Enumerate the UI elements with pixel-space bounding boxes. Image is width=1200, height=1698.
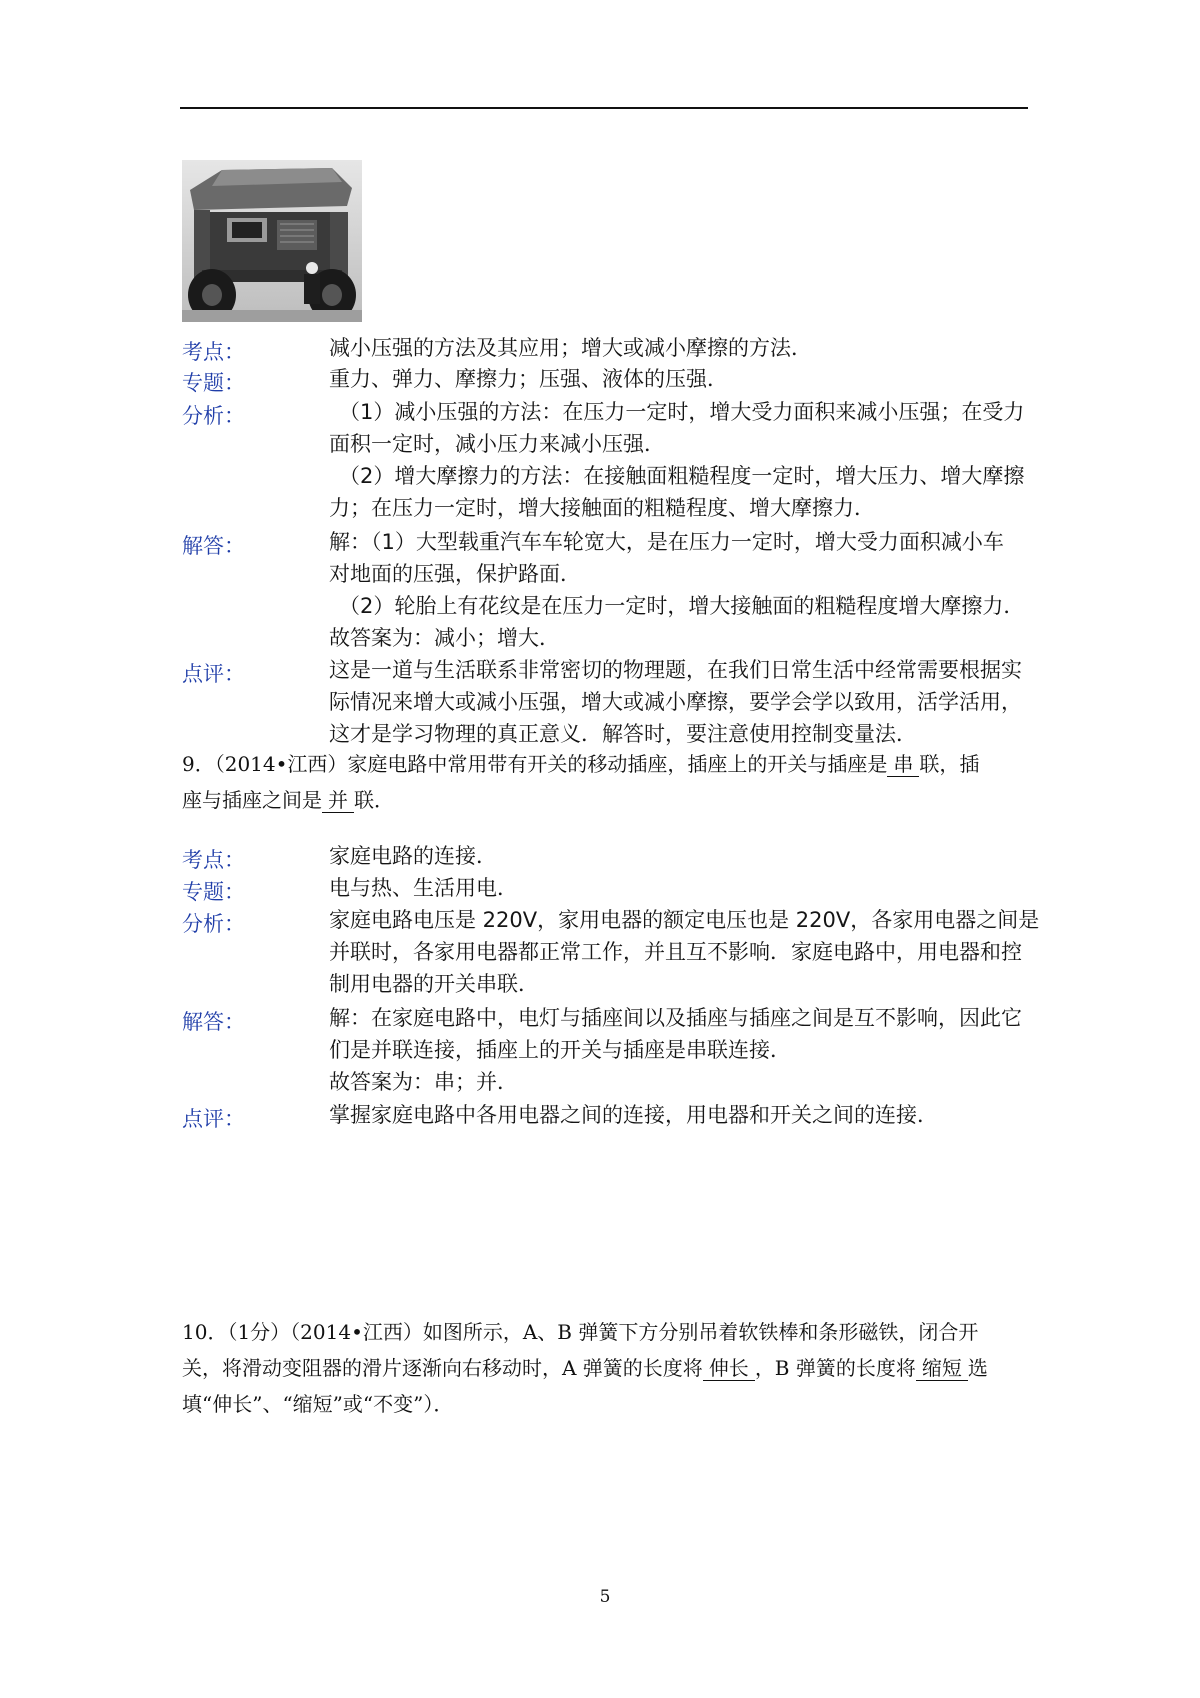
question-10-line-3: 填“伸长”、“缩短”或“不变”）． [182,1392,454,1416]
question-text: 联． [354,788,394,812]
label-fenxi: 分析： [182,912,245,936]
text-line: 解：在家庭电路中，电灯与插座间以及插座与插座之间是互不影响，因此它 [329,1006,1022,1030]
text-line: （2）增大摩擦力的方法：在接触面粗糙程度一定时，增大压力、增大摩擦 [339,464,1025,488]
answer-blank: 串 [887,752,919,777]
answer-blank: 伸长 [703,1356,755,1381]
text-line: （2）轮胎上有花纹是在压力一定时，增大接触面的粗糙程度增大摩擦力． [339,594,1025,618]
text-line: 这是一道与生活联系非常密切的物理题，在我们日常生活中经常需要根据实 [329,658,1022,682]
label-dianping: 点评： [182,1107,245,1131]
answer-blank: 并 [322,788,354,813]
text-line: 这才是学习物理的真正意义．解答时，要注意使用控制变量法． [329,722,917,746]
q9-zhuanti-body [329,872,1029,904]
q9-dianping-body [329,1099,1029,1131]
q8-zhuanti-body [329,363,1029,395]
text-line: 减小压强的方法及其应用；增大或减小摩擦的方法． [329,336,812,360]
answer-blank: 缩短 [916,1356,968,1381]
q8-jieda-body [329,526,1029,654]
q8-fenxi-body [329,396,1029,524]
text-line: 电与热、生活用电． [329,876,518,900]
q9-kaodian-body [329,840,1029,872]
question-text: 座与插座之间是 [182,788,322,812]
text-line: 们是并联连接，插座上的开关与插座是串联连接． [329,1038,791,1062]
label-jieda: 解答： [182,1010,245,1034]
header-rule [180,107,1028,109]
question-text: 联，插 [919,752,980,776]
label-kaodian: 考点： [182,340,245,364]
label-zhuanti: 专题： [182,880,245,904]
text-line: 家庭电路电压是 220V，家用电器的额定电压也是 220V，各家用电器之间是 [329,908,1040,932]
question-10-line-2 [182,1350,1030,1386]
text-line: 力；在压力一定时，增大接触面的粗糙程度、增大摩擦力． [329,496,875,520]
q9-jieda-body [329,1002,1029,1098]
text-line: 并联时，各家用电器都正常工作，并且互不影响．家庭电路中，用电器和控 [329,940,1022,964]
question-10-line-1: 10．（1分）（2014•江西）如图所示，A、B 弹簧下方分别吊着软铁棒和条形磁铁，闭合开 [182,1320,979,1344]
text-line: 故答案为：减小；增大． [329,626,560,650]
label-fenxi: 分析： [182,404,245,428]
question-text: 选 [967,1356,988,1380]
label-dianping: 点评： [182,662,245,686]
text-line: 对地面的压强，保护路面． [329,562,581,586]
question-text: 9．（2014•江西）家庭电路中常用带有开关的移动插座，插座上的开关与插座是 [182,752,888,776]
text-line: 重力、弹力、摩擦力；压强、液体的压强． [329,367,728,391]
label-jieda: 解答： [182,534,245,558]
q9-fenxi-body [329,904,1040,1000]
text-line: 解：（1）大型载重汽车车轮宽大，是在压力一定时，增大受力面积减小车 [329,530,1004,554]
text-line: 家庭电路的连接． [329,844,497,868]
question-9 [182,746,1030,818]
question-9-line-2 [182,782,1030,818]
label-kaodian: 考点： [182,848,245,872]
page-number: 5 [599,1587,611,1607]
text-line: （1）减小压强的方法：在压力一定时，增大受力面积来减小压强；在受力 [339,400,1025,424]
text-line: 制用电器的开关串联． [329,972,539,996]
text-line: 故答案为：串；并． [329,1070,518,1094]
question-text: 关，将滑动变阻器的滑片逐渐向右移动时，A 弹簧的长度将 [182,1356,703,1380]
text-line: 面积一定时，减小压力来减小压强． [329,432,665,456]
question-9-line-1 [182,746,1030,782]
text-line: 掌握家庭电路中各用电器之间的连接，用电器和开关之间的连接． [329,1103,938,1127]
q8-dianping-body [329,654,1029,750]
text-line: 际情况来增大或减小压强，增大或减小摩擦，要学会学以致用，活学活用， [329,690,1022,714]
q8-kaodian-body [329,332,1029,364]
question-10 [182,1314,1030,1422]
truck-photo [182,160,362,322]
label-zhuanti: 专题： [182,371,245,395]
question-text: ，B 弹簧的长度将 [754,1356,916,1380]
